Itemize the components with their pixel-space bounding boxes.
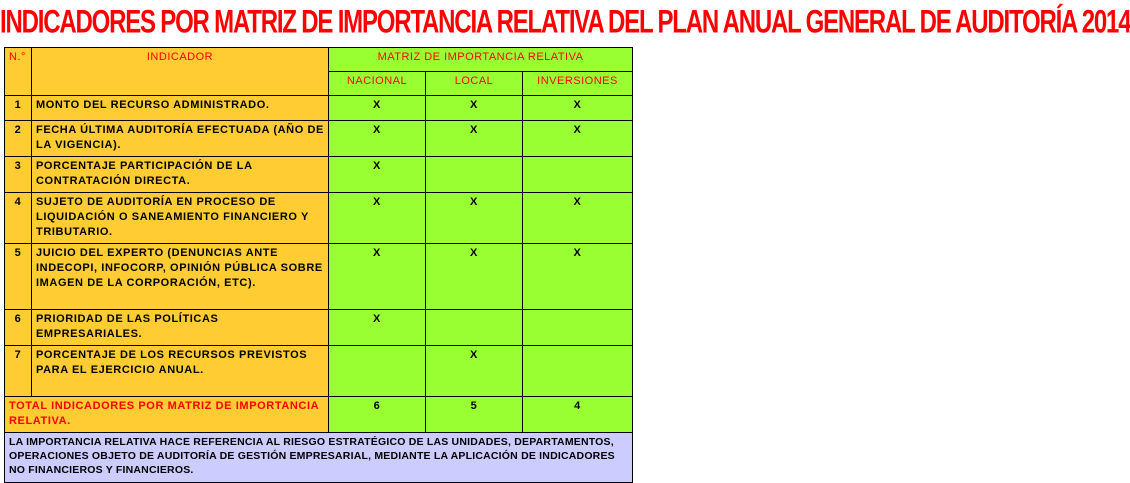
table-row (5, 121, 633, 157)
footnote: LA IMPORTANCIA RELATIVA HACE REFERENCIA AL RIESGO ESTRATÉGICO DE LAS UNIDADES, DEPARTAMENTOS, OPERACIONES OBJETO DE AUDITORÍA DE GESTIÓN EMPRESARIAL, MEDIANTE LA APLICACIÓN DE INDICADORES NO FINANCIEROS Y FINANCIEROS. (5, 433, 633, 483)
page-title: INDICADORES POR MATRIZ DE IMPORTANCIA RELATIVA DEL PLAN ANUAL GENERAL DE AUDITORÍA 2014 (0, 4, 1130, 41)
row-number: 4 (5, 193, 32, 244)
cell-local: X (426, 346, 523, 397)
total-label: TOTAL INDICADORES POR MATRIZ DE IMPORTANCIA RELATIVA. (5, 397, 329, 433)
table-row (5, 193, 633, 244)
table-row (5, 96, 633, 121)
table-row (5, 310, 633, 346)
cell-local: X (426, 96, 523, 121)
cell-nacional: X (329, 121, 426, 157)
table-row (5, 244, 633, 310)
row-indicator: JUICIO DEL EXPERTO (DENUNCIAS ANTE INDECOPI, INFOCORP, OPINIÓN PÚBLICA SOBRE IMAGEN DE LA CORPORACIÓN, ETC). (32, 244, 329, 310)
cell-local: X (426, 121, 523, 157)
row-number: 3 (5, 157, 32, 193)
total-local: 5 (426, 397, 523, 433)
cell-nacional: X (329, 96, 426, 121)
row-indicator: FECHA ÚLTIMA AUDITORÍA EFECTUADA (AÑO DE LA VIGENCIA). (32, 121, 329, 157)
cell-nacional (329, 346, 426, 397)
row-indicator: SUJETO DE AUDITORÍA EN PROCESO DE LIQUIDACIÓN O SANEAMIENTO FINANCIERO Y TRIBUTARIO. (32, 193, 329, 244)
row-indicator: PORCENTAJE DE LOS RECURSOS PREVISTOS PARA EL EJERCICIO ANUAL. (32, 346, 329, 397)
row-number: 1 (5, 96, 32, 121)
indicators-table (4, 47, 633, 483)
cell-nacional: X (329, 244, 426, 310)
cell-inversiones (523, 157, 633, 193)
cell-local (426, 157, 523, 193)
cell-inversiones: X (523, 244, 633, 310)
total-inversiones: 4 (523, 397, 633, 433)
row-indicator: MONTO DEL RECURSO ADMINISTRADO. (32, 96, 329, 121)
row-number: 7 (5, 346, 32, 397)
cell-local: X (426, 244, 523, 310)
cell-inversiones: X (523, 121, 633, 157)
cell-inversiones: X (523, 193, 633, 244)
cell-local (426, 310, 523, 346)
row-number: 6 (5, 310, 32, 346)
footnote-row (5, 433, 633, 483)
header-number: N.° (5, 48, 32, 96)
total-nacional: 6 (329, 397, 426, 433)
cell-inversiones (523, 310, 633, 346)
cell-inversiones (523, 346, 633, 397)
header-inversiones: INVERSIONES (523, 72, 633, 96)
header-indicator: INDICADOR (32, 48, 329, 96)
row-number: 5 (5, 244, 32, 310)
header-local: LOCAL (426, 72, 523, 96)
header-nacional: NACIONAL (329, 72, 426, 96)
cell-nacional: X (329, 193, 426, 244)
cell-nacional: X (329, 310, 426, 346)
table-row (5, 157, 633, 193)
cell-inversiones: X (523, 96, 633, 121)
row-indicator: PRIORIDAD DE LAS POLÍTICAS EMPRESARIALES. (32, 310, 329, 346)
total-row (5, 397, 633, 433)
row-number: 2 (5, 121, 32, 157)
table-row (5, 346, 633, 397)
cell-nacional: X (329, 157, 426, 193)
header-matrix: MATRIZ DE IMPORTANCIA RELATIVA (329, 48, 633, 72)
cell-local: X (426, 193, 523, 244)
row-indicator: PORCENTAJE PARTICIPACIÓN DE LA CONTRATACIÓN DIRECTA. (32, 157, 329, 193)
